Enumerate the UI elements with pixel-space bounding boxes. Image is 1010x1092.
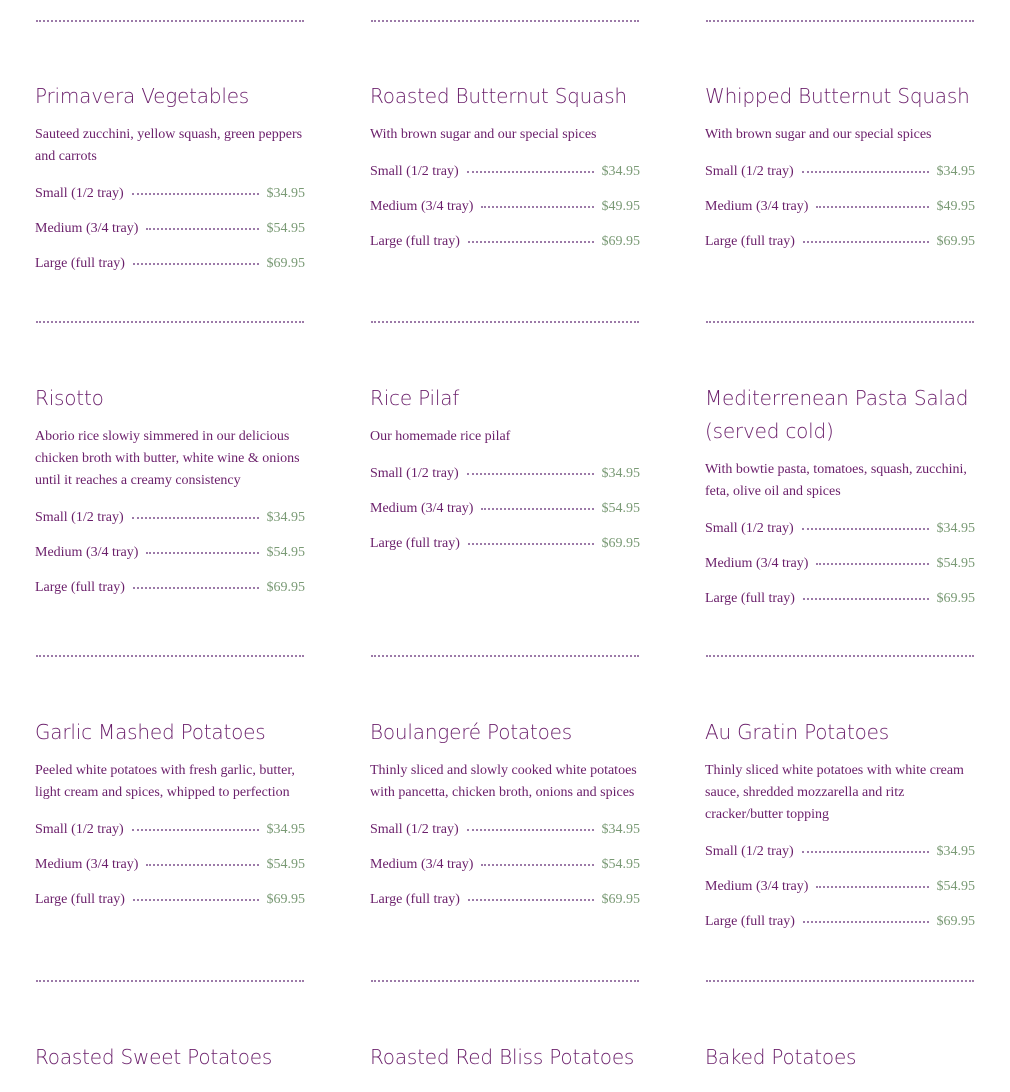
- divider: [36, 20, 304, 22]
- divider: [371, 655, 639, 657]
- size-label: Large (full tray): [370, 234, 460, 249]
- price-amount: $49.95: [601, 199, 640, 214]
- price-amount: $49.95: [936, 199, 975, 214]
- price-amount: $34.95: [936, 844, 975, 859]
- price-amount: $69.95: [601, 234, 640, 249]
- menu-item-title: Primavera Vegetables: [35, 84, 250, 108]
- price-amount: $34.95: [936, 521, 975, 536]
- menu-item-baked-potatoes: [705, 1041, 975, 1074]
- dot-leader: [467, 829, 594, 831]
- dot-leader: [816, 206, 928, 208]
- price-amount: $34.95: [936, 164, 975, 179]
- price-row-small: [705, 843, 975, 861]
- price-row-medium: [370, 856, 640, 874]
- menu-item-description: Our homemade rice pilaf: [370, 429, 511, 444]
- price-row-small: [370, 821, 640, 839]
- divider: [371, 321, 639, 323]
- dot-leader: [132, 517, 259, 519]
- menu-item-title: Roasted Sweet Potatoes: [35, 1045, 273, 1069]
- menu-item-description: Peeled white potatoes with fresh garlic, butter, light cream and spices, whipped to perfection: [35, 763, 295, 800]
- menu-item-description: Sauteed zucchini, yellow squash, green peppers and carrots: [35, 127, 303, 164]
- menu-item-description: Thinly sliced and slowly cooked white potatoes with pancetta, chicken broth, onions and spices: [370, 763, 637, 800]
- menu-item-roasted-butternut-squash: [370, 80, 640, 249]
- size-label: Large (full tray): [35, 892, 125, 907]
- menu-item-garlic-mashed-potatoes: [35, 716, 305, 907]
- price-amount: $34.95: [266, 186, 305, 201]
- menu-item-description: Aborio rice slowiy simmered in our delicious chicken broth with butter, white wine & onions until it reaches a creamy consistency: [35, 429, 300, 488]
- dot-leader: [467, 171, 594, 173]
- dot-leader: [803, 921, 929, 923]
- size-label: Large (full tray): [370, 536, 460, 551]
- menu-item-risotto: [35, 382, 305, 595]
- price-row-small: [370, 163, 640, 181]
- menu-item-title: Roasted Butternut Squash: [370, 84, 627, 108]
- menu-item-description: Thinly sliced white potatoes with white cream sauce, shredded mozzarella and ritz cracker/butter topping: [705, 763, 964, 822]
- size-label: Small (1/2 tray): [35, 822, 124, 837]
- dot-leader: [802, 171, 929, 173]
- dot-leader: [133, 899, 259, 901]
- price-amount: $34.95: [601, 164, 640, 179]
- price-row-small: [35, 509, 305, 527]
- size-label: Medium (3/4 tray): [705, 556, 809, 571]
- dot-leader: [468, 899, 594, 901]
- divider: [36, 980, 304, 982]
- price-row-medium: [370, 198, 640, 216]
- size-label: Small (1/2 tray): [705, 164, 794, 179]
- price-row-large: [705, 913, 975, 931]
- divider: [36, 321, 304, 323]
- menu-item-boulangere-potatoes: [370, 716, 640, 907]
- price-row-medium: [35, 856, 305, 874]
- price-amount: $69.95: [936, 591, 975, 606]
- size-label: Medium (3/4 tray): [35, 221, 139, 236]
- price-amount: $34.95: [601, 466, 640, 481]
- dot-leader: [481, 508, 593, 510]
- menu-item-roasted-red-bliss-potatoes: [370, 1041, 640, 1074]
- price-amount: $69.95: [936, 914, 975, 929]
- menu-item-mediterrenean-pasta-salad: [705, 382, 975, 606]
- menu-item-roasted-sweet-potatoes: [35, 1041, 305, 1074]
- divider: [706, 20, 974, 22]
- price-amount: $69.95: [936, 234, 975, 249]
- size-label: Small (1/2 tray): [705, 844, 794, 859]
- dot-leader: [802, 851, 929, 853]
- menu-item-primavera-vegetables: [35, 80, 305, 271]
- dot-leader: [133, 263, 259, 265]
- price-row-large: [370, 233, 640, 251]
- menu-item-au-gratin-potatoes: [705, 716, 975, 929]
- size-label: Medium (3/4 tray): [705, 879, 809, 894]
- size-label: Small (1/2 tray): [705, 521, 794, 536]
- price-amount: $54.95: [601, 857, 640, 872]
- price-amount: $34.95: [266, 510, 305, 525]
- price-amount: $54.95: [266, 857, 305, 872]
- size-label: Small (1/2 tray): [370, 822, 459, 837]
- price-row-large: [35, 579, 305, 597]
- size-label: Large (full tray): [705, 234, 795, 249]
- dot-leader: [802, 528, 929, 530]
- dot-leader: [132, 829, 259, 831]
- price-row-small: [705, 163, 975, 181]
- dot-leader: [803, 598, 929, 600]
- size-label: Small (1/2 tray): [35, 510, 124, 525]
- price-amount: $54.95: [936, 556, 975, 571]
- dot-leader: [133, 587, 259, 589]
- divider: [706, 980, 974, 982]
- price-amount: $34.95: [266, 822, 305, 837]
- menu-item-title: Whipped Butternut Squash: [705, 84, 970, 108]
- size-label: Large (full tray): [35, 256, 125, 271]
- size-label: Medium (3/4 tray): [370, 501, 474, 516]
- divider: [371, 980, 639, 982]
- menu-item-whipped-butternut-squash: [705, 80, 975, 249]
- price-row-medium: [705, 555, 975, 573]
- menu-item-title: Rice Pilaf: [370, 386, 460, 410]
- menu-item-description: With bowtie pasta, tomatoes, squash, zucchini, feta, olive oil and spices: [705, 462, 967, 499]
- menu-item-title: Boulangeré Potatoes: [370, 720, 572, 744]
- price-amount: $34.95: [601, 822, 640, 837]
- dot-leader: [803, 241, 929, 243]
- dot-leader: [468, 241, 594, 243]
- price-amount: $69.95: [266, 892, 305, 907]
- dot-leader: [132, 193, 259, 195]
- price-row-medium: [705, 198, 975, 216]
- price-row-medium: [35, 220, 305, 238]
- price-row-large: [370, 535, 640, 553]
- price-row-large: [370, 891, 640, 909]
- price-row-medium: [370, 500, 640, 518]
- menu-item-description: With brown sugar and our special spices: [370, 127, 597, 142]
- menu-item-title: Roasted Red Bliss Potatoes: [370, 1045, 635, 1069]
- menu-item-rice-pilaf: [370, 382, 640, 551]
- size-label: Medium (3/4 tray): [35, 545, 139, 560]
- dot-leader: [481, 206, 593, 208]
- dot-leader: [468, 543, 594, 545]
- dot-leader: [816, 886, 928, 888]
- size-label: Large (full tray): [35, 580, 125, 595]
- menu-item-title: Garlic Mashed Potatoes: [35, 720, 266, 744]
- size-label: Small (1/2 tray): [370, 466, 459, 481]
- dot-leader: [146, 552, 258, 554]
- size-label: Medium (3/4 tray): [705, 199, 809, 214]
- divider: [36, 655, 304, 657]
- size-label: Large (full tray): [705, 591, 795, 606]
- price-amount: $54.95: [266, 545, 305, 560]
- price-amount: $54.95: [936, 879, 975, 894]
- price-row-large: [35, 255, 305, 273]
- price-amount: $54.95: [266, 221, 305, 236]
- size-label: Medium (3/4 tray): [35, 857, 139, 872]
- menu-item-title: Au Gratin Potatoes: [705, 720, 890, 744]
- divider: [371, 20, 639, 22]
- menu-item-description: With brown sugar and our special spices: [705, 127, 932, 142]
- menu-item-title: Mediterrenean Pasta Salad (served cold): [705, 386, 969, 443]
- size-label: Medium (3/4 tray): [370, 857, 474, 872]
- price-row-small: [35, 821, 305, 839]
- size-label: Medium (3/4 tray): [370, 199, 474, 214]
- price-row-large: [705, 233, 975, 251]
- price-row-medium: [35, 544, 305, 562]
- price-row-small: [370, 465, 640, 483]
- menu-item-title: Baked Potatoes: [705, 1045, 857, 1069]
- price-amount: $69.95: [266, 580, 305, 595]
- size-label: Small (1/2 tray): [35, 186, 124, 201]
- price-amount: $69.95: [601, 536, 640, 551]
- price-amount: $54.95: [601, 501, 640, 516]
- price-amount: $69.95: [266, 256, 305, 271]
- price-row-small: [35, 185, 305, 203]
- price-row-large: [35, 891, 305, 909]
- price-row-medium: [705, 878, 975, 896]
- size-label: Large (full tray): [705, 914, 795, 929]
- divider: [706, 655, 974, 657]
- price-amount: $69.95: [601, 892, 640, 907]
- dot-leader: [467, 473, 594, 475]
- price-row-large: [705, 590, 975, 608]
- dot-leader: [816, 563, 928, 565]
- dot-leader: [146, 864, 258, 866]
- dot-leader: [146, 228, 258, 230]
- size-label: Large (full tray): [370, 892, 460, 907]
- price-row-small: [705, 520, 975, 538]
- dot-leader: [481, 864, 593, 866]
- size-label: Small (1/2 tray): [370, 164, 459, 179]
- menu-item-title: Risotto: [35, 386, 104, 410]
- divider: [706, 321, 974, 323]
